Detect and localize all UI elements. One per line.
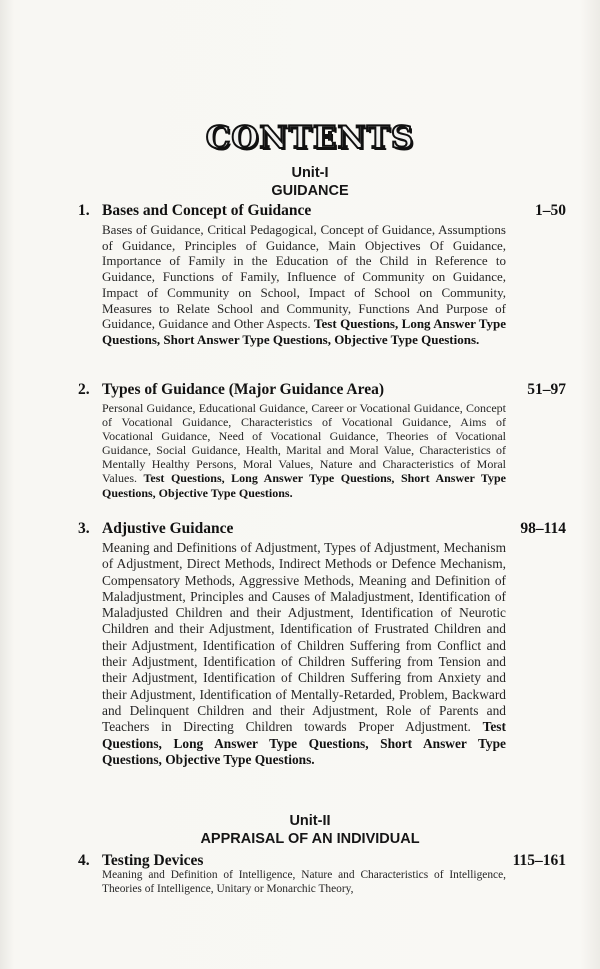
entry-question-types: Test Questions, Long Answer Type Questions, Short Answer Type Questions, Objective Type Questions. [102,719,506,767]
entry-description [102,540,506,768]
entry-topics: Meaning and Definitions of Adjustment, Types of Adjustment, Mechanism of Adjustment, Direct Methods, Indirect Methods or Defence Mechanism, Compensatory Methods, Aggressive Methods, Meaning and Definition of Maladjustment, Principles and Causes of Maladjustment, Identification of Maladjusted Children and their Adjustment, Identification of Neurotic Children and their Adjustment, Identification of Frustrated Children and their Adjustment, Identification of Children Suffering from Conflict and their Adjustment, Identification of Children Suffering from Tension and their Adjustment, Identification of Children Suffering from Anxiety and their Adjustment, Identification of Mentally-Retarded, Problem, Backward and Delinquent Children and their Adjustment, Role of Parents and Teachers in Directing Children towards Proper Adjustment. [102,540,506,735]
unit-heading [0,164,600,200]
entry-number: 2. [78,381,90,398]
entry-title: Types of Guidance (Major Guidance Area) [102,381,385,398]
entry-description [102,222,506,348]
entry-topics: Meaning and Definition of Intelligence, Nature and Characteristics of Intelligence, Theories of Intelligence, Unitary or Monarchic Theory, [102,869,506,895]
entry-number: 1. [78,202,90,219]
entry-page-range: 115–161 [512,852,566,869]
entry-topics: Bases of Guidance, Critical Pedagogical, Concept of Guidance, Assumptions of Guidance, Principles of Guidance, Main Objectives Of Guidance, Importance of Family in the Education of the Child in Reference to Guidance, Functions of Family, Influence of Community on Guidance, Impact of Community on School, Impact of School on Community, Measures to Relate School and Community, Functions And Purpose of Guidance, Guidance and Other Aspects. [102,222,506,332]
entry-page-range: 98–114 [520,520,566,537]
entry-number: 4. [78,852,90,869]
entry-title: Testing Devices [102,852,204,869]
entry-topics: Personal Guidance, Educational Guidance, Career or Vocational Guidance, Concept of Vocational Guidance, Characteristics of Vocational Guidance, Aims of Vocational Guidance, Need of Vocational Guidance, Theories of Vocational Guidance, Social Guidance, Health, Marital and Moral Value, Characteristics of Mentally Healthy Persons, Moral Values, Nature and Characteristics of Moral Values. [102,401,506,486]
entry-description [102,868,506,896]
entry-page-range: 1–50 [535,202,566,219]
unit-name: APPRAISAL OF AN INDIVIDUAL [200,831,420,847]
entry-question-types: Test Questions, Long Answer Type Questions, Short Answer Type Questions, Objective Type Questions. [102,316,507,347]
entry-question-types: Test Questions, Long Answer Type Questions, Short Answer Type Questions, Objective Type Questions. [102,471,507,500]
entry-number: 3. [78,520,90,537]
contents-title: CONTENTS [205,120,415,156]
entry-description [102,401,506,500]
entry-title: Adjustive Guidance [102,520,234,537]
unit-heading [0,812,600,848]
entry-page-range: 51–97 [527,381,566,398]
unit-label: Unit-II [289,813,331,829]
unit-name: GUIDANCE [271,183,349,199]
unit-label: Unit-I [291,165,329,181]
entry-title: Bases and Concept of Guidance [102,202,312,219]
